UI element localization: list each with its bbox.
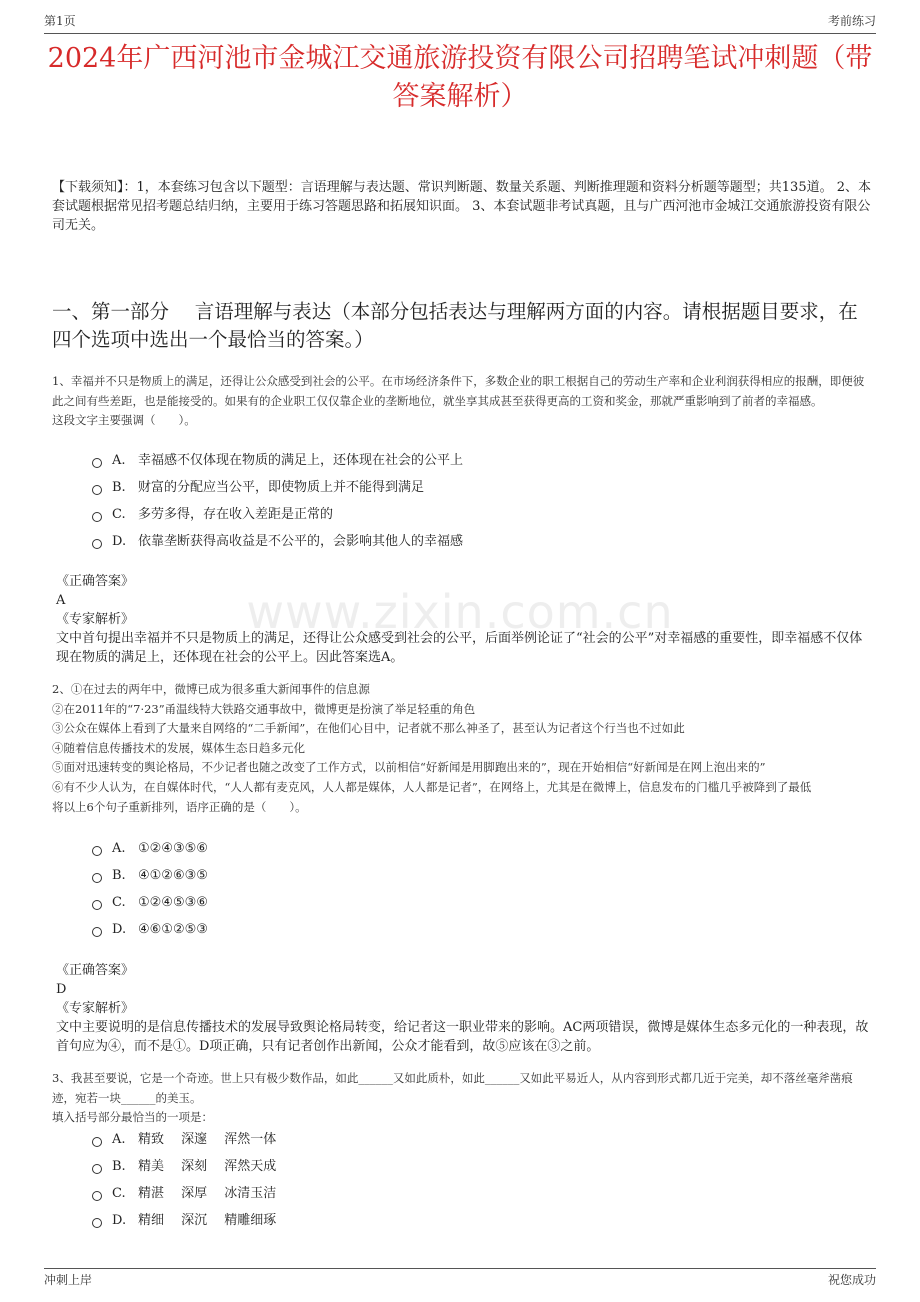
question-text: 1、幸福并不只是物质上的满足，还得让公众感受到社会的公平。在市场经济条件下，多数企业的职工根据自己的劳动生产率和企业利润获得相应的报酬，即便彼此之间有些差距，也是能接受的。如果有的企业职工仅仅靠企业的垄断地位，就坐享其成甚至获得更高的工资和奖金，那就严重影响到了前者的幸福感。 xyxy=(52,374,865,408)
header-rule xyxy=(44,33,876,34)
radio-icon[interactable] xyxy=(92,539,102,549)
question-2-answer xyxy=(56,961,872,1056)
option-text: 精美 深刻 浑然天成 xyxy=(138,1159,277,1174)
radio-icon[interactable] xyxy=(92,1218,102,1228)
analysis-label: 《专家解析》 xyxy=(56,1001,135,1016)
question-line: ③公众在媒体上看到了大量来自网络的“二手新闻”，在他们心目中，记者就不那么神圣了，甚至认为记者这个行当也不过如此 xyxy=(52,721,685,736)
question-text: 2、①在过去的两年中，微博已成为很多重大新闻事件的信息源 xyxy=(52,682,370,696)
question-prompt: 这段文字主要强调（ ）。 xyxy=(52,413,196,428)
option-b[interactable]: B. 精美 深刻 浑然天成 xyxy=(92,1153,792,1180)
page-footer xyxy=(44,1271,876,1291)
option-a[interactable]: A. 幸福感不仅体现在物质的满足上，还体现在社会的公平上 xyxy=(92,447,792,474)
question-3-options xyxy=(92,1126,792,1234)
option-text: ④①②⑥③⑤ xyxy=(138,868,208,883)
option-text: 幸福感不仅体现在物质的满足上，还体现在社会的公平上 xyxy=(138,453,464,468)
footer-rule xyxy=(44,1268,876,1269)
footer-left: 冲刺上岸 xyxy=(44,1273,93,1287)
question-line: ⑥有不少人认为，在自媒体时代，“人人都有麦克风，人人都是媒体，人人都是记者”，在网络上，尤其是在微博上，信息发布的门槛几乎被降到了最低 xyxy=(52,779,812,794)
watermark: www.zixin.com.cn xyxy=(246,585,674,639)
answer-label: 《正确答案》 xyxy=(56,963,135,978)
option-d[interactable]: D. ④⑥①②⑤③ xyxy=(92,916,792,943)
option-text: 依靠垄断获得高收益是不公平的，会影响其他人的幸福感 xyxy=(138,534,464,549)
radio-icon[interactable] xyxy=(92,512,102,522)
option-b[interactable]: B. 财富的分配应当公平，即使物质上并不能得到满足 xyxy=(92,474,792,501)
question-prompt: 将以上6个句子重新排列，语序正确的是（ ）。 xyxy=(52,799,307,814)
page-number: 第1页 xyxy=(44,14,76,28)
radio-icon[interactable] xyxy=(92,1164,102,1174)
option-text: 多劳多得，存在收入差距是正常的 xyxy=(138,507,334,522)
answer-value: A xyxy=(56,593,66,608)
question-1-answer xyxy=(56,572,872,667)
header-label: 考前练习 xyxy=(827,14,876,28)
option-text: ④⑥①②⑤③ xyxy=(138,922,208,937)
option-a[interactable]: A. 精致 深邃 浑然一体 xyxy=(92,1126,792,1153)
page-header xyxy=(44,12,876,32)
option-c[interactable]: C. ①②④⑤③⑥ xyxy=(92,889,792,916)
question-text: 3、我甚至要说，它是一个奇迹。世上只有极少数作品，如此______又如此质朴，如此______又如此平易近人，从内容到形式都几近于完美，却不落丝毫斧凿痕迹，宛若一块______的美玉。 xyxy=(52,1071,853,1105)
question-1-stem xyxy=(52,372,872,431)
radio-icon[interactable] xyxy=(92,1137,102,1147)
answer-label: 《正确答案》 xyxy=(56,574,135,589)
radio-icon[interactable] xyxy=(92,458,102,468)
analysis-text: 文中首句提出幸福并不只是物质上的满足，还得让公众感受到社会的公平，后面举例论证了“社会的公平”对幸福感的重要性，即幸福感不仅体现在物质的满足上，还体现在社会的公平上。因此答案选A。 xyxy=(56,631,863,665)
answer-value: D xyxy=(56,982,67,997)
radio-icon[interactable] xyxy=(92,873,102,883)
question-line: ②在2011年的“7·23”甬温线特大铁路交通事故中，微博更是扮演了举足轻重的角色 xyxy=(52,701,476,716)
footer-right: 祝您成功 xyxy=(827,1273,876,1287)
question-prompt: 填入括号部分最恰当的一项是： xyxy=(52,1110,213,1125)
question-3-stem xyxy=(52,1069,872,1128)
question-line: ⑤面对迅速转变的舆论格局，不少记者也随之改变了工作方式，以前相信“好新闻是用脚跑出来的”，现在开始相信“好新闻是在网上泡出来的” xyxy=(52,760,766,775)
question-2-stem xyxy=(52,680,872,817)
option-text: 财富的分配应当公平，即使物质上并不能得到满足 xyxy=(138,480,425,495)
radio-icon[interactable] xyxy=(92,900,102,910)
option-text: 精湛 深厚 冰清玉洁 xyxy=(138,1186,277,1201)
analysis-text: 文中主要说明的是信息传播技术的发展导致舆论格局转变，给记者这一职业带来的影响。AC两项错误，微博是媒体生态多元化的一种表现，故首句应为④，而不是①。D项正确，只有记者创作出新闻，公众才能看到，故⑤应该在③之前。 xyxy=(56,1020,869,1054)
radio-icon[interactable] xyxy=(92,927,102,937)
option-text: 精致 深邃 浑然一体 xyxy=(138,1132,277,1147)
document-title: 2024年广西河池市金城江交通旅游投资有限公司招聘笔试冲刺题（带答案解析） xyxy=(47,43,873,112)
option-c[interactable]: C. 精湛 深厚 冰清玉洁 xyxy=(92,1180,792,1207)
download-notice: 【下载须知】：1，本套练习包含以下题型：言语理解与表达题、常识判断题、数量关系题、判断推理题和资料分析题等题型；共135道。 2、本套试题根据常见招考题总结归纳，主要用于练习答题思路和拓展知识面。 3、本套试题非考试真题，且与广西河池市金城江交通旅游投资有限公司无关。 xyxy=(52,180,871,233)
option-text: ①②④⑤③⑥ xyxy=(138,895,208,910)
option-text: ①②④③⑤⑥ xyxy=(138,841,208,856)
option-d[interactable]: D. 依靠垄断获得高收益是不公平的，会影响其他人的幸福感 xyxy=(92,528,792,555)
radio-icon[interactable] xyxy=(92,485,102,495)
section-heading: 一、第一部分 言语理解与表达（本部分包括表达与理解两方面的内容。请根据题目要求，在四个选项中选出一个最恰当的答案。） xyxy=(52,300,858,351)
option-a[interactable]: A. ①②④③⑤⑥ xyxy=(92,835,792,862)
analysis-label: 《专家解析》 xyxy=(56,612,135,627)
question-2-options xyxy=(92,835,792,943)
question-line: ④随着信息传播技术的发展，媒体生态日趋多元化 xyxy=(52,740,305,755)
option-c[interactable]: C. 多劳多得，存在收入差距是正常的 xyxy=(92,501,792,528)
radio-icon[interactable] xyxy=(92,1191,102,1201)
radio-icon[interactable] xyxy=(92,846,102,856)
question-1-options xyxy=(92,447,792,555)
option-text: 精细 深沉 精雕细琢 xyxy=(138,1213,277,1228)
option-d[interactable]: D. 精细 深沉 精雕细琢 xyxy=(92,1207,792,1234)
option-b[interactable]: B. ④①②⑥③⑤ xyxy=(92,862,792,889)
